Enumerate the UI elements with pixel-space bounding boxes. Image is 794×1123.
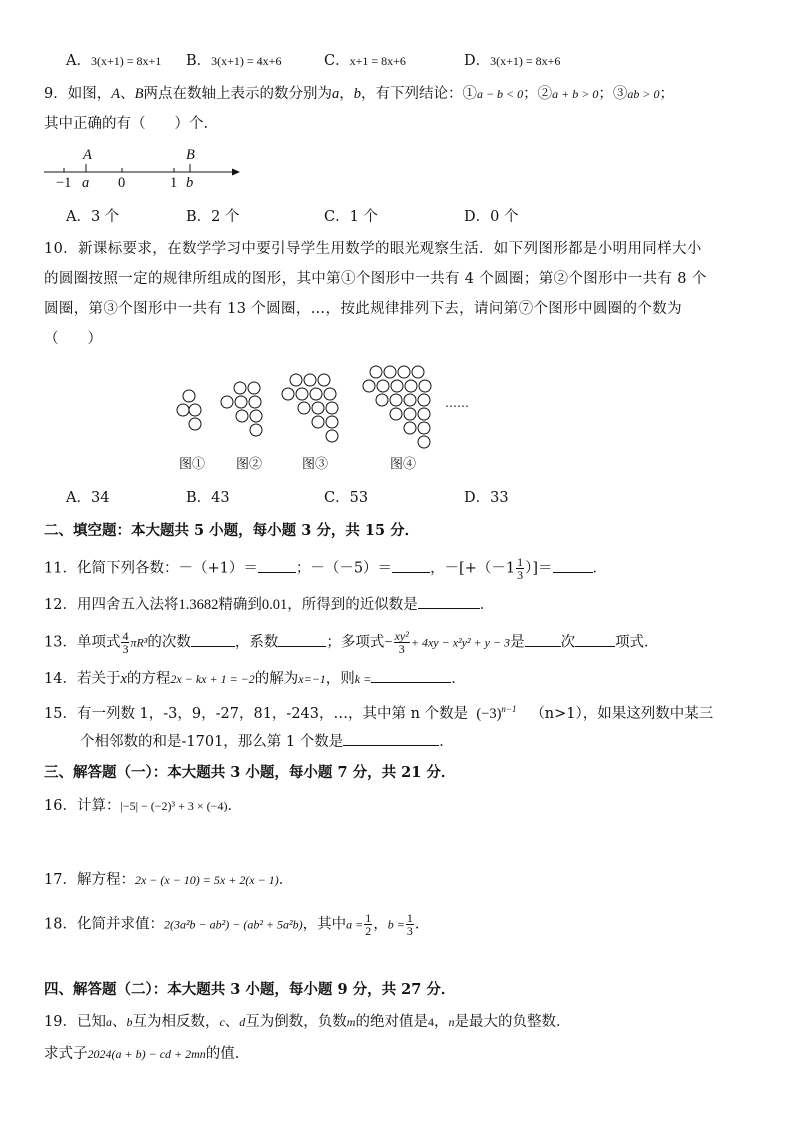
q10-option-c: C．53	[324, 490, 369, 506]
option-expr: 3(x+1) = 4x+6	[211, 54, 282, 68]
q18: 18．化简并求值：2(3a²b − ab²) − (ab² + 5a²b)，其中a = $\frac{1}{2}$ ，b = $\frac{1}{3}$ ．	[44, 911, 430, 938]
answer-blank[interactable]	[258, 558, 296, 573]
tick-label-zero: 0	[118, 175, 126, 191]
q19-line1: 19．已知a、b互为相反数，c、d互为倒数，负数m的绝对值是4，n是最大的负整数．	[44, 1014, 571, 1030]
option-expr: x+1 = 8x+6	[349, 54, 406, 68]
tick-label-minus-one: −1	[56, 175, 72, 191]
q10-line1: 10．新课标要求，在数学学习中要引导学生用数学的眼光观察生活．如下列图形都是小明用同样大小	[44, 241, 702, 257]
q9-option-c: C．1 个	[324, 209, 378, 225]
answer-blank[interactable]	[392, 558, 430, 573]
q8-option-a	[66, 51, 161, 71]
fraction: $\frac{1}{3}$	[517, 555, 524, 582]
q11: 11．化简下列各数：－（+1）＝ ；－（－5）＝ ，－[+（－1 $\frac{1}{3}$ ）]＝ ．	[44, 555, 608, 582]
option-expr: 3(x+1) = 8x+1	[90, 54, 162, 68]
number-line-figure	[40, 144, 250, 194]
figure-label-2: 图②	[236, 457, 263, 472]
q10-option-b: B．43	[186, 490, 230, 506]
answer-blank[interactable]	[525, 632, 561, 647]
answer-blank[interactable]	[191, 632, 235, 647]
figure-2	[221, 382, 262, 436]
pattern-ellipsis: ……	[445, 396, 469, 410]
q8-option-c	[324, 51, 406, 71]
option-expr: 3(x+1) = 8x+6	[490, 54, 561, 68]
q10-line2: 的圆圈按照一定的规律所组成的图形，其中第①个图形中一共有 4 个圆圈；第②个图形中一共有 8 个	[44, 271, 707, 287]
figure-label-1: 图①	[179, 457, 206, 472]
fraction: $\frac{1}{3}$	[406, 911, 413, 938]
tick-label-a: a	[82, 175, 90, 191]
figure-label-3: 图③	[302, 457, 329, 472]
q10-option-d: D．33	[464, 490, 509, 506]
fraction: $\frac{1}{2}$	[365, 911, 372, 938]
section-4-heading: 四、解答题（二）：本大题共 3 小题，每小题 9 分，共 27 分．	[44, 981, 456, 998]
fraction: $\frac{\text{xy²}}{3}$	[394, 629, 409, 656]
q15-line2: 个相邻数的和是-1701，那么第 1 个数是 ．	[80, 731, 454, 752]
q9-line2: 其中正确的有（ ）个．	[44, 116, 218, 132]
q13: 13．单项式 $\frac{4}{3}$ πR³的次数 ，系数 ；多项式− $\frac{\text{xy²}}{3}$ + 4xy − x²y² + y − 3是 次 项式．	[44, 629, 659, 656]
answer-blank[interactable]	[278, 632, 326, 647]
answer-blank[interactable]	[553, 558, 593, 573]
option-label: D．	[464, 53, 491, 69]
fraction: $\frac{4}{3}$	[122, 629, 129, 656]
option-label: B．	[186, 53, 212, 69]
circle-pattern-figure	[170, 362, 490, 442]
q10-line4: （ ）	[44, 331, 102, 347]
option-label: C．	[324, 53, 350, 69]
tick-label-one: 1	[170, 175, 178, 191]
q19-line2: 求式子2024(a + b) − cd + 2mn的值．	[44, 1046, 250, 1062]
section-3-heading: 三、解答题（一）：本大题共 3 小题，每小题 7 分，共 21 分．	[44, 764, 456, 781]
q12: 12．用四舍五入法将1.3682精确到0.01，所得到的近似数是 ．	[44, 594, 494, 615]
answer-blank[interactable]	[343, 731, 439, 746]
q9-option-d: D．0 个	[464, 209, 519, 225]
q15-line1: 15．有一列数 1，-3，9，-27，81，-243，…，其中第 n 个数是 $(-3)^{n-1}$ （n>1），如果这列数中某三	[44, 704, 714, 722]
point-label-a: A	[83, 147, 92, 163]
q10-option-a: A．34	[66, 490, 110, 506]
figure-label-4: 图④	[390, 457, 417, 472]
q10-line3: 圆圈，第③个图形中一共有 13 个圆圈，…，按此规律排列下去，请问第⑦个图形中圆圈的个数为	[44, 301, 682, 317]
q16: 16．计算：|−5| − (−2)³ + 3 × (−4)．	[44, 798, 242, 814]
q17: 17．解方程：2x − (x − 10) = 5x + 2(x − 1)．	[44, 872, 294, 888]
q9-line1: 9．如图，A、B两点在数轴上表示的数分别为a，b，有下列结论：①a − b < 0；②a + b > 0；③ab > 0；	[44, 86, 674, 102]
q9-option-b: B．2 个	[186, 209, 240, 225]
section-2-heading: 二、填空题：本大题共 5 小题，每小题 3 分，共 15 分．	[44, 522, 420, 539]
answer-blank[interactable]	[575, 632, 615, 647]
answer-blank[interactable]	[418, 594, 480, 609]
q8-option-d	[464, 51, 560, 71]
q9-option-a: A．3 个	[66, 209, 120, 225]
arrow-right-icon	[232, 169, 240, 176]
q14: 14．若关于x的方程2x − kx + 1 = −2的解为x=−1，则k = ．	[44, 668, 466, 689]
answer-blank[interactable]	[371, 668, 451, 683]
option-label: A．	[66, 53, 91, 69]
figure-3	[282, 374, 338, 442]
figure-1	[177, 390, 201, 430]
point-label-b: B	[186, 147, 195, 163]
tick-label-b: b	[186, 175, 194, 191]
figure-4	[363, 366, 431, 448]
q8-option-b	[186, 51, 281, 71]
